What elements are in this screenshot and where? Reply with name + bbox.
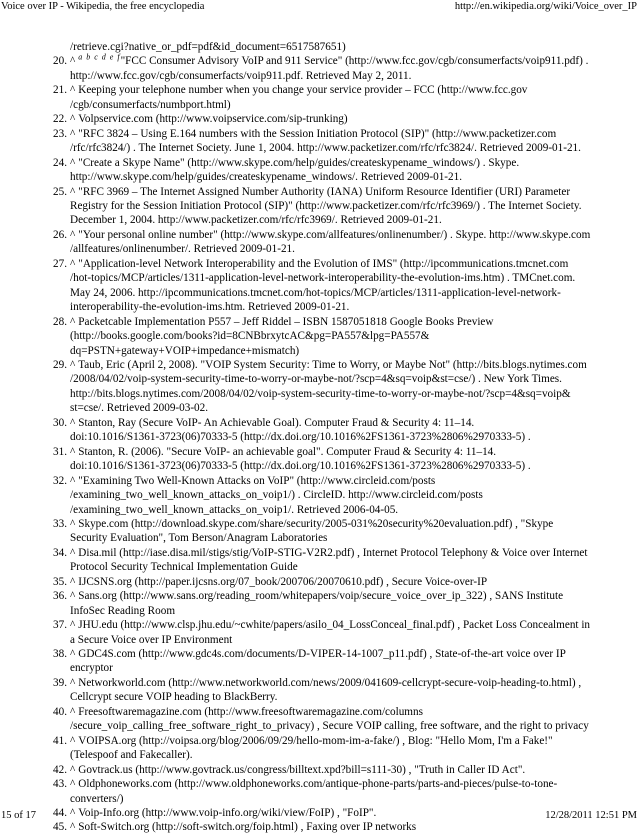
- backlink-caret[interactable]: ^: [70, 778, 76, 791]
- reference-text: Stanton, Ray (Secure VoIP- An Achievable Goal). Computer Fraud & Security 4: 11–14. doi:10.1016/S1361-3723(06)70333-5 (http://dx.doi.org/10.1016%2FS1361-3723%2806%2970333-5) .: [70, 416, 531, 444]
- backlink-caret[interactable]: ^: [70, 676, 76, 689]
- reference-number: 25.: [53, 185, 67, 198]
- reference-text: "Your personal online number" (http://www.skype.com/allfeatures/onlinenumber/) . Skype. http://www.skype.com /allfeatures/onlinenumber/. Retrieved 2009-01-21.: [70, 228, 591, 256]
- reference-number: 33.: [53, 517, 67, 530]
- backlink-caret[interactable]: ^: [70, 127, 76, 140]
- backlink-caret[interactable]: ^: [70, 619, 76, 632]
- backlink-caret[interactable]: ^: [70, 734, 76, 747]
- reference-item: [46, 315, 628, 358]
- reference-text: Oldphoneworks.com (http://www.oldphoneworks.com/antique-phone-parts/parts-and-pieces/pulse-to-tone- converters/): [70, 778, 558, 805]
- reference-number: 23.: [53, 127, 67, 140]
- reference-number: 43.: [53, 778, 67, 791]
- reference-item: [46, 156, 628, 185]
- reference-item: [46, 474, 628, 517]
- reference-number: 32.: [53, 474, 67, 487]
- reference-item: [46, 185, 628, 228]
- reference-number: 29.: [53, 358, 67, 371]
- reference-text: "Create a Skype Name" (http://www.skype.com/help/guides/createskypename_windows/) . Skype. http://www.skype.com/help/guides/createskypename_windows/. Retrieved 2009-01-21.: [70, 156, 520, 184]
- reference-item: [46, 257, 628, 315]
- reference-text: Disa.mil (http://iase.disa.mil/stigs/stig/VoIP-STIG-V2R2.pdf) , Internet Protocol Telephony & Voice over Internet Protocol Security Technical Implementation Guide: [70, 546, 588, 574]
- backlink-caret[interactable]: ^: [70, 821, 76, 834]
- reference-text: JHU.edu (http://www.clsp.jhu.edu/~cwhite/papers/asilo_04_LossConceal_final.pdf) , Packet Loss Concealment in a Secure Voice over IP Environment: [70, 619, 591, 646]
- reference-item: [46, 705, 628, 734]
- backlink-caret[interactable]: ^: [70, 185, 76, 198]
- backlink-caret[interactable]: ^: [70, 257, 76, 270]
- reference-item: [46, 647, 628, 676]
- reference-item: [46, 416, 628, 445]
- reference-number: 22.: [53, 113, 67, 126]
- reference-number: 31.: [53, 445, 67, 458]
- reference-text: "FCC Consumer Advisory VoIP and 911 Service" (http://www.fcc.gov/cgb/consumerfacts/voip911.pdf) . http://www.fcc.gov/cgb/consumerfacts/voip911.pdf. Retrieved May 2, 2011.: [70, 55, 589, 82]
- backlink-caret[interactable]: ^: [70, 228, 76, 241]
- reference-item: [46, 112, 628, 126]
- reference-item: [46, 546, 628, 575]
- reference-item: [46, 734, 628, 763]
- print-header: [0, 0, 638, 14]
- reference-item: [46, 54, 628, 83]
- reference-text: Packetcable Implementation P557 – Jeff Riddel – ISBN 1587051818 Google Books Preview (http://books.google.com/books?id=8CNBbrxytcAC&pg=PA557&lpg=PA557& dq=PSTN+gateway+VOIP+impedance+mismatch): [70, 315, 494, 357]
- backlink-caret[interactable]: ^: [70, 358, 76, 371]
- reference-text: Govtrack.us (http://www.govtrack.us/congress/billtext.xpd?bill=s111-30) , "Truth in Caller ID Act".: [78, 763, 526, 776]
- reference-number: 21.: [53, 84, 67, 97]
- reference-text: IJCSNS.org (http://paper.ijcsns.org/07_book/200706/20070610.pdf) , Secure Voice-over-IP: [78, 575, 488, 588]
- reference-item: [46, 445, 628, 474]
- reference-item: [46, 777, 628, 806]
- reference-number: 42.: [53, 763, 67, 776]
- reference-item: [46, 676, 628, 705]
- reference-item: [46, 575, 628, 589]
- reference-list: [46, 40, 628, 835]
- reference-text: Networkworld.com (http://www.networkworld.com/news/2009/041609-cellcrypt-secure-voip-heading-to.html) , Cellcrypt secure VOIP heading to BlackBerry.: [70, 676, 582, 704]
- reference-continuation: /retrieve.cgi?native_or_pdf=pdf&id_document=6517587651): [70, 41, 346, 53]
- reference-text: "RFC 3824 – Using E.164 numbers with the Session Initiation Protocol (SIP)" (http://www.packetizer.com /rfc/rfc3824/) . The Internet Society. June 1, 2004. http://www.packetizer.com/rfc/rfc3824/. Retrieved 2009-01-21.: [70, 127, 581, 155]
- print-footer: [0, 809, 638, 823]
- reference-number: 27.: [53, 257, 67, 270]
- backlink-caret[interactable]: ^: [70, 648, 76, 661]
- reference-text: "Examining Two Well-Known Attacks on VoIP" (http://www.circleid.com/posts /examining_two_well_known_attacks_on_voip1/) . CircleID. http://www.circleid.com/posts /examining_two_well_known_attacks_on_voip1/. Retrieved 2006-04-05.: [70, 474, 483, 516]
- backlink-caret[interactable]: ^: [70, 705, 76, 718]
- reference-text: Sans.org (http://www.sans.org/reading_room/whitepapers/voip/secure_voice_over_ip_322) , SANS Institute InfoSec Reading Room: [70, 590, 564, 617]
- reference-item: [46, 589, 628, 618]
- reference-number: 36.: [53, 590, 67, 603]
- backlink-caret[interactable]: ^: [70, 474, 76, 487]
- reference-text: GDC4S.com (http://www.gdc4s.com/documents/D-VIPER-14-1007_p11.pdf) , State-of-the-art voice over IP encryptor: [70, 648, 566, 675]
- print-datetime: 12/28/2011 12:51 PM: [545, 810, 637, 821]
- reference-text: VOIPSA.org (http://voipsa.org/blog/2006/09/29/hello-mom-im-a-fake/) , Blog: "Hello Mom, I'm a Fake!" (Telespoof and Fakecaller).: [70, 734, 553, 762]
- reference-item: [46, 763, 628, 777]
- backlink-caret[interactable]: ^: [70, 590, 76, 603]
- reference-number: 34.: [53, 546, 67, 559]
- backlink-caret[interactable]: ^: [70, 546, 76, 559]
- backlink-caret[interactable]: ^: [70, 517, 76, 530]
- page-url: http://en.wikipedia.org/wiki/Voice_over_IP: [454, 1, 637, 12]
- reference-number: 39.: [53, 676, 67, 689]
- reference-text: Voip-Info.org (http://www.voip-info.org/wiki/view/FoIP) , "FoIP".: [78, 807, 377, 820]
- reference-text: Volpservice.com (http://www.voipservice.com/sip-trunking): [78, 113, 348, 126]
- backlink-caret[interactable]: ^: [70, 315, 76, 328]
- reference-text: Keeping your telephone number when you change your service provider – FCC (http://www.fcc.gov /cgb/consumerfacts/numbport.html): [70, 84, 528, 111]
- reference-number: 44.: [53, 807, 67, 820]
- backlink-caret[interactable]: ^: [70, 416, 76, 429]
- reference-number: 41.: [53, 734, 67, 747]
- reference-item: [46, 127, 628, 156]
- reference-text: Freesoftwaremagazine.com (http://www.freesoftwaremagazine.com/columns /secure_voip_calling_free_software_right_to_privacy) , Secure VOIP calling, free software, and the right to privacy: [70, 705, 589, 733]
- reference-number: 24.: [53, 156, 67, 169]
- reference-number: 37.: [53, 619, 67, 632]
- reference-item: [46, 358, 628, 416]
- reference-item: [46, 83, 628, 112]
- backlink-caret[interactable]: ^: [70, 55, 76, 68]
- backlink-caret[interactable]: ^: [70, 113, 76, 126]
- page-number: 15 of 17: [1, 810, 36, 821]
- reference-number: 20.: [53, 55, 67, 68]
- reference-number: 28.: [53, 315, 67, 328]
- backlink-caret[interactable]: ^: [70, 575, 76, 588]
- reference-item: [46, 618, 628, 647]
- reference-number: 45.: [53, 821, 67, 834]
- reference-number: 40.: [53, 705, 67, 718]
- reference-number: 35.: [53, 575, 67, 588]
- reference-item: [46, 228, 628, 257]
- reference-item: [46, 517, 628, 546]
- reference-text: Taub, Eric (April 2, 2008). "VOIP System Security: Time to Worry, or Maybe Not" (http://bits.blogs.nytimes.com /2008/04/02/voip-system-security-time-to-worry-or-maybe-not/?scp=4&sq=voip&st=cse/) . New York Times. http://bits.blogs.nytimes.com/2008/04/02/voip-system-security-time-to-worry-or-maybe-not/?scp=4&sq=voip& st=cse/. Retrieved 2009-03-02.: [70, 358, 587, 415]
- reference-number: 30.: [53, 416, 67, 429]
- page-title: Voice over IP - Wikipedia, the free encyclopedia: [1, 1, 205, 12]
- backlink-caret[interactable]: ^: [70, 84, 76, 97]
- reference-text: "Application-level Network Interoperability and the Evolution of IMS" (http://ipcommunications.tmcnet.com /hot-topics/MCP/articles/1311-application-level-network-interoperability-the-evolution-ims.htm) . TMCnet.com. May 24, 2006. http://ipcommunications.tmcnet.com/hot-topics/MCP/articles/1311-application-level-network- interoperability-the-evolution-ims.htm. Retrieved 2009-01-21.: [70, 257, 576, 314]
- reference-text: Stanton, R. (2006). "Secure VoIP- an achievable goal". Computer Fraud & Security 4: 11–14. doi:10.1016/S1361-3723(06)70333-5 (http://dx.doi.org/10.1016%2FS1361-3723%2806%2970333-5) .: [70, 445, 531, 473]
- reference-text: Soft-Switch.org (http://soft-switch.org/foip.html) , Faxing over IP networks: [78, 821, 417, 834]
- backlink-caret[interactable]: ^: [70, 763, 76, 776]
- reference-text: Skype.com (http://download.skype.com/share/security/2005-031%20security%20evaluation.pdf) , "Skype Security Evaluation", Tom Berson/Anagram Laboratories: [70, 517, 554, 545]
- backlink-caret[interactable]: ^: [70, 807, 76, 820]
- backlink-caret[interactable]: ^: [70, 445, 76, 458]
- reference-text: "RFC 3969 – The Internet Assigned Number Authority (IANA) Uniform Resource Identifier (URI) Parameter Registry for the Session Initiation Protocol (SIP)" (http://www.packetizer.com/rfc/rfc3969/) . The Internet Society. December 1, 2004. http://www.packetizer.com/rfc/rfc3969/. Retrieved 2009-01-21.: [70, 185, 582, 227]
- reference-number: 26.: [53, 228, 67, 241]
- backlink-letters[interactable]: a b c d e f: [78, 52, 121, 62]
- backlink-caret[interactable]: ^: [70, 156, 76, 169]
- reference-number: 38.: [53, 648, 67, 661]
